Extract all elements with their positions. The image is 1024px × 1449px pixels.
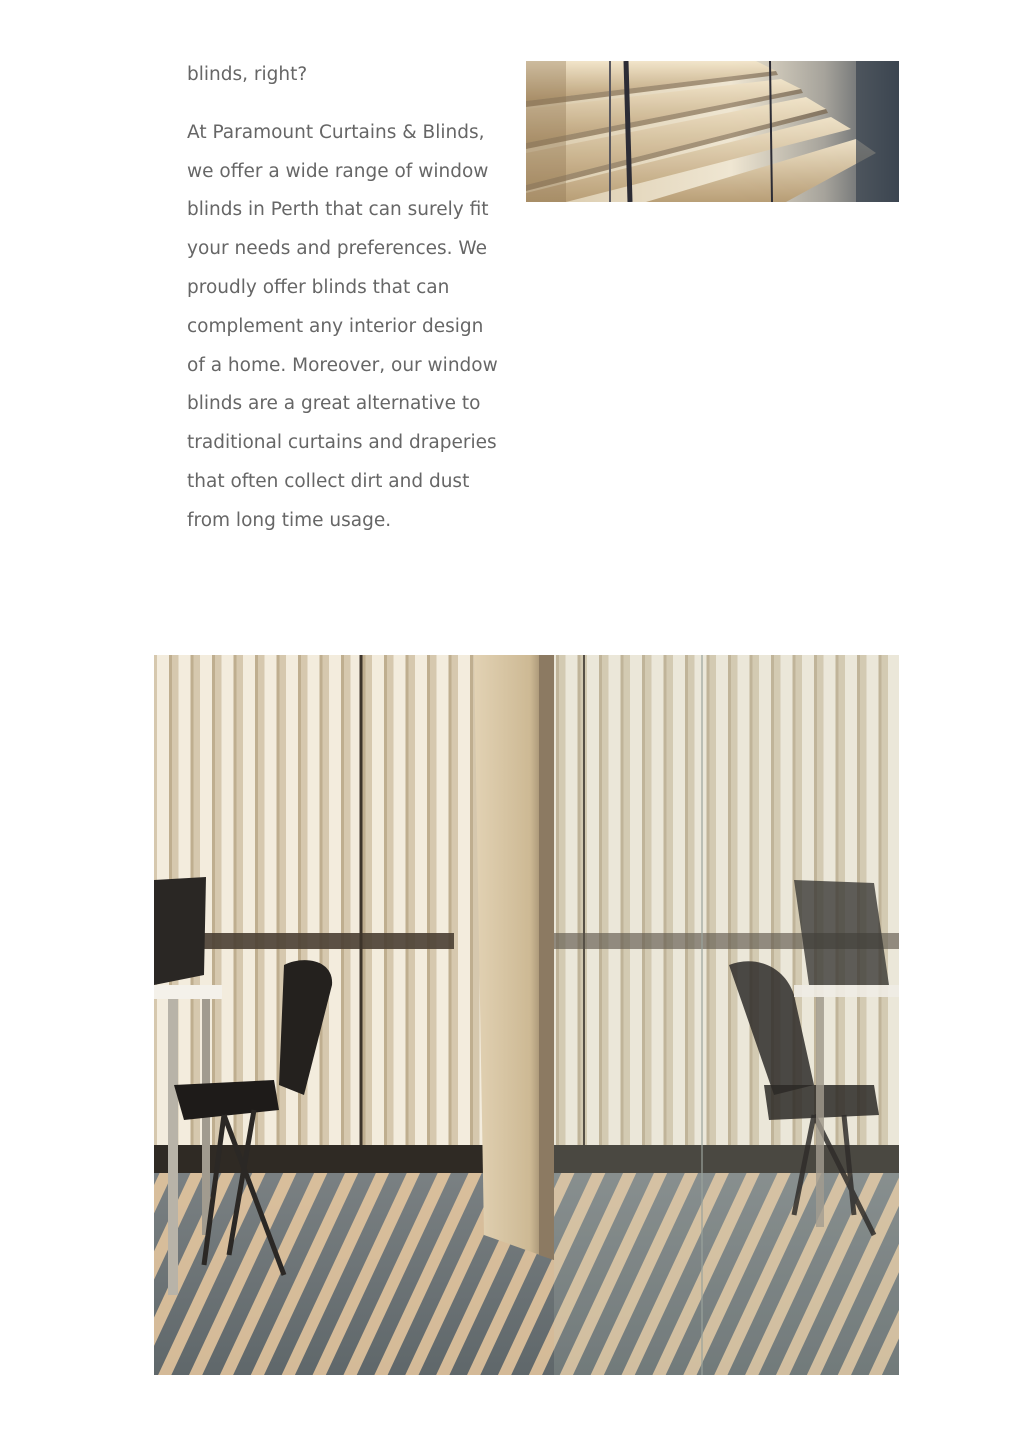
body-line: your needs and preferences. We: [187, 238, 487, 260]
body-line: from long time usage.: [187, 509, 392, 531]
body-line: blinds in Perth that can surely fit: [187, 199, 489, 221]
body-line: that often collect dirt and dust: [187, 470, 470, 492]
venetian-blinds-photo: [526, 61, 899, 202]
lead-paragraph: blinds, right?: [187, 64, 308, 85]
body-line: At Paramount Curtains & Blinds,: [187, 121, 485, 143]
body-line: blinds are a great alternative to: [187, 393, 481, 415]
office-blinds-photo: [154, 655, 899, 1375]
body-line: traditional curtains and draperies: [187, 432, 497, 454]
body-line: complement any interior design: [187, 315, 484, 337]
venetian-blinds-illustration: [526, 61, 899, 202]
body-line: of a home. Moreover, our window: [187, 354, 498, 376]
body-paragraph: [187, 114, 507, 541]
body-line: proudly offer blinds that can: [187, 276, 450, 298]
office-blinds-illustration: [154, 655, 899, 1375]
body-line: we offer a wide range of window: [187, 160, 489, 182]
article-text-column: [187, 56, 507, 541]
